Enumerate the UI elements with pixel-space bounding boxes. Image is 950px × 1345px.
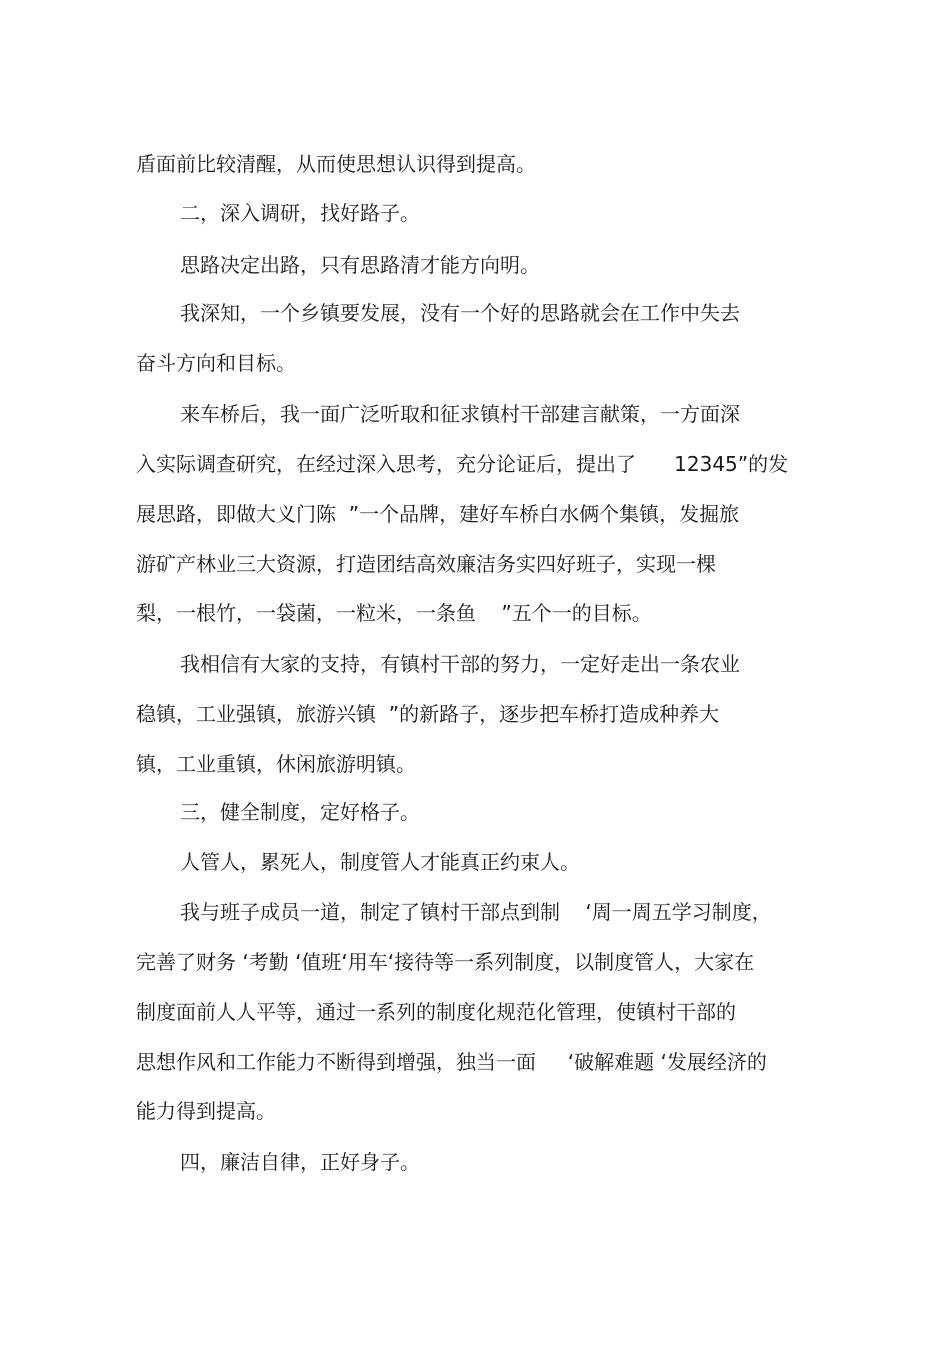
text-line: 游矿产林业三大资源，打造团结高效廉洁务实四好班子，实现一棵 <box>136 552 716 576</box>
text-line: 镇，工业重镇，休闲旅游明镇。 <box>136 752 416 776</box>
text-line: 奋斗方向和目标。 <box>136 351 296 375</box>
text-line: 思想作风和工作能力不断得到增强，独当一面 ‘破解难题 ‘发展经济的 <box>136 1050 767 1074</box>
text-line: 人管人，累死人，制度管人才能真正约束人。 <box>180 850 580 874</box>
text-line: 制度面前人人平等，通过一系列的制度化规范化管理，使镇村干部的 <box>136 1000 736 1024</box>
section-heading: 二，深入调研，找好路子。 <box>180 201 420 225</box>
text-line: 我相信有大家的支持，有镇村干部的努力，一定好走出一条农业 <box>180 652 740 676</box>
text-line: 入实际调查研究，在经过深入思考，充分论证后，提出了 12345”的发 <box>136 452 789 476</box>
text-line: 盾面前比较清醒，从而使思想认识得到提高。 <box>136 152 536 176</box>
text-line: 能力得到提高。 <box>136 1099 276 1123</box>
text-line: 稳镇，工业强镇，旅游兴镇 ”的新路子，逐步把车桥打造成种养大 <box>136 702 720 726</box>
text-line: 展思路，即做大义门陈 ”一个品牌，建好车桥白水俩个集镇，发掘旅 <box>136 502 740 526</box>
text-line: 来车桥后，我一面广泛听取和征求镇村干部建言献策，一方面深 <box>180 402 740 426</box>
text-line: 我与班子成员一道，制定了镇村干部点到制 ‘周一周五学习制度， <box>180 900 772 924</box>
text-line: 思路决定出路，只有思路清才能方向明。 <box>180 253 540 277</box>
text-line: 我深知，一个乡镇要发展，没有一个好的思路就会在工作中失去 <box>180 301 740 325</box>
section-heading: 四，廉洁自律，正好身子。 <box>180 1150 420 1174</box>
text-line: 梨，一根竹，一袋菌，一粒米，一条鱼 ”五个一的目标。 <box>136 601 652 625</box>
section-heading: 三，健全制度，定好格子。 <box>180 800 420 824</box>
text-line: 完善了财务 ‘考勤 ‘值班‘用车‘接待等一系列制度，以制度管人，大家在 <box>136 950 755 974</box>
